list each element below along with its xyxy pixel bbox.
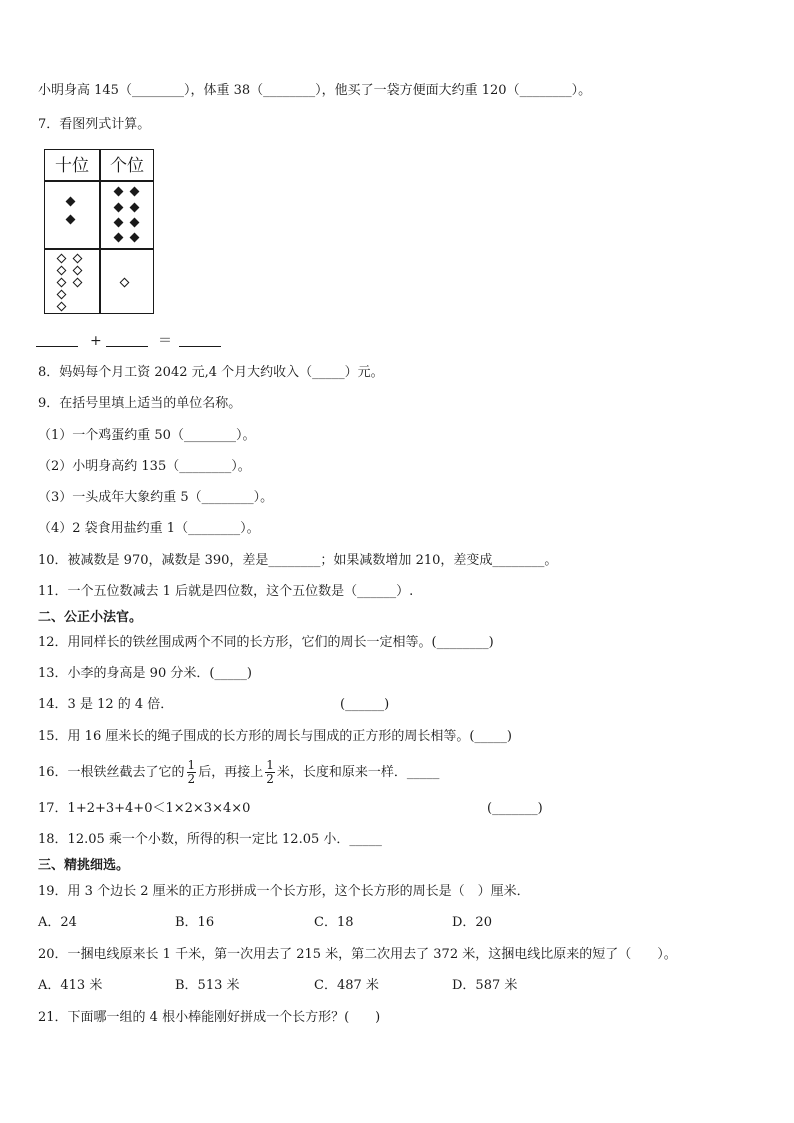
q16-part-a: 16．一根铁丝截去了它的 xyxy=(38,765,185,780)
q20-text: 20．一捆电线原来长 1 千米，第一次用去了 215 米，第二次用去了 372 米，这捆电线比原来的短了（ ）。 xyxy=(38,947,677,962)
q19-option-a[interactable]: A．24 xyxy=(38,915,77,930)
fraction-numerator: 1 xyxy=(266,758,274,772)
q19-option-d[interactable]: D．20 xyxy=(452,915,492,930)
hollow-dot xyxy=(57,302,67,312)
plus-sign: + xyxy=(90,333,102,349)
q19-text: 19．用 3 个边长 2 厘米的正方形拼成一个长方形，这个长方形的周长是（ ）厘米． xyxy=(38,884,530,899)
hollow-dot xyxy=(120,278,130,288)
solid-dot xyxy=(66,215,76,225)
equals-sign: ＝ xyxy=(158,333,172,349)
q16-part-c: 米，长度和原来一样．_____ xyxy=(276,765,440,780)
q16-part-b: 后，再接上 xyxy=(198,765,264,780)
q10-text: 10．被减数是 970，减数是 390，差是________；如果减数增加 210，差变成________。 xyxy=(38,553,558,568)
q20-option-b[interactable]: B．513 米 xyxy=(175,978,240,993)
fraction-one-half xyxy=(265,759,275,786)
q8-text: 8．妈妈每个月工资 2042 元,4 个月大约收入（_____）元。 xyxy=(38,365,384,380)
q9-title: 9．在括号里填上适当的单位名称。 xyxy=(38,396,242,411)
equation-blank[interactable] xyxy=(36,346,78,347)
q19-option-b[interactable]: B．16 xyxy=(175,915,215,930)
q9-item-4: （4）2 袋食用盐约重 1（________）。 xyxy=(38,521,260,536)
q17-answer-paren: (_______) xyxy=(487,801,543,816)
fraction-numerator: 1 xyxy=(187,758,196,772)
hollow-dot xyxy=(57,254,67,264)
q7-title: 7．看图列式计算。 xyxy=(38,117,151,132)
q6-text: 小明身高 145（________），体重 38（________），他买了一袋方便面大约重 120（________）。 xyxy=(38,83,592,98)
solid-dot xyxy=(66,197,76,207)
hollow-dot xyxy=(57,290,67,300)
tens-header: 十位 xyxy=(55,156,89,176)
fraction-one-half xyxy=(187,759,197,786)
fraction-denominator: 2 xyxy=(187,772,196,786)
equation-blank[interactable] xyxy=(179,346,221,347)
hollow-dot xyxy=(57,266,67,276)
q17-text: 17．1+2+3+4+0＜1×2×3×4×0 xyxy=(38,801,251,816)
table-divider-header xyxy=(45,180,153,182)
solid-dot xyxy=(114,233,124,243)
q9-item-3: （3）一头成年大象约重 5（________）。 xyxy=(38,490,274,505)
q14-text: 14．3 是 12 的 4 倍． xyxy=(38,697,174,712)
equation-row xyxy=(36,332,226,352)
solid-dot xyxy=(130,203,140,213)
table-divider-middle xyxy=(45,248,153,250)
q21-text: 21．下面哪一组的 4 根小棒能刚好拼成一个长方形？( ) xyxy=(38,1010,381,1025)
equation-blank[interactable] xyxy=(106,346,148,347)
section-3-title: 三、精挑细选。 xyxy=(38,858,130,873)
q9-item-2: （2）小明身高约 135（________）。 xyxy=(38,459,251,474)
solid-dot xyxy=(130,187,140,197)
solid-dot xyxy=(114,218,124,228)
q20-option-d[interactable]: D．587 米 xyxy=(452,978,518,993)
q19-option-c[interactable]: C．18 xyxy=(314,915,354,930)
hollow-dot xyxy=(57,278,67,288)
q20-option-c[interactable]: C．487 米 xyxy=(314,978,379,993)
q15-text: 15．用 16 厘米长的绳子围成的长方形的周长与围成的正方形的周长相等。(_____) xyxy=(38,729,512,744)
hollow-dot xyxy=(73,278,83,288)
solid-dot xyxy=(130,233,140,243)
q16-text xyxy=(38,758,439,788)
hollow-dot xyxy=(73,266,83,276)
q9-item-1: （1）一个鸡蛋约重 50（________）。 xyxy=(38,428,256,443)
section-2-title: 二、公正小法官。 xyxy=(38,610,143,625)
q20-option-a[interactable]: A．413 米 xyxy=(38,978,103,993)
solid-dot xyxy=(114,187,124,197)
q18-text: 18．12.05 乘一个小数，所得的积一定比 12.05 小．_____ xyxy=(38,832,382,847)
q14-answer-paren: (______) xyxy=(340,697,390,712)
place-value-table xyxy=(44,149,154,314)
solid-dot xyxy=(130,218,140,228)
q13-text: 13．小李的身高是 90 分米．(_____) xyxy=(38,666,252,681)
q12-text: 12．用同样长的铁丝围成两个不同的长方形，它们的周长一定相等。(________) xyxy=(38,635,494,650)
fraction-denominator: 2 xyxy=(266,772,274,786)
q11-text: 11．一个五位数减去 1 后就是四位数，这个五位数是（______）. xyxy=(38,584,414,599)
ones-header: 个位 xyxy=(110,156,144,176)
solid-dot xyxy=(114,203,124,213)
hollow-dot xyxy=(73,254,83,264)
